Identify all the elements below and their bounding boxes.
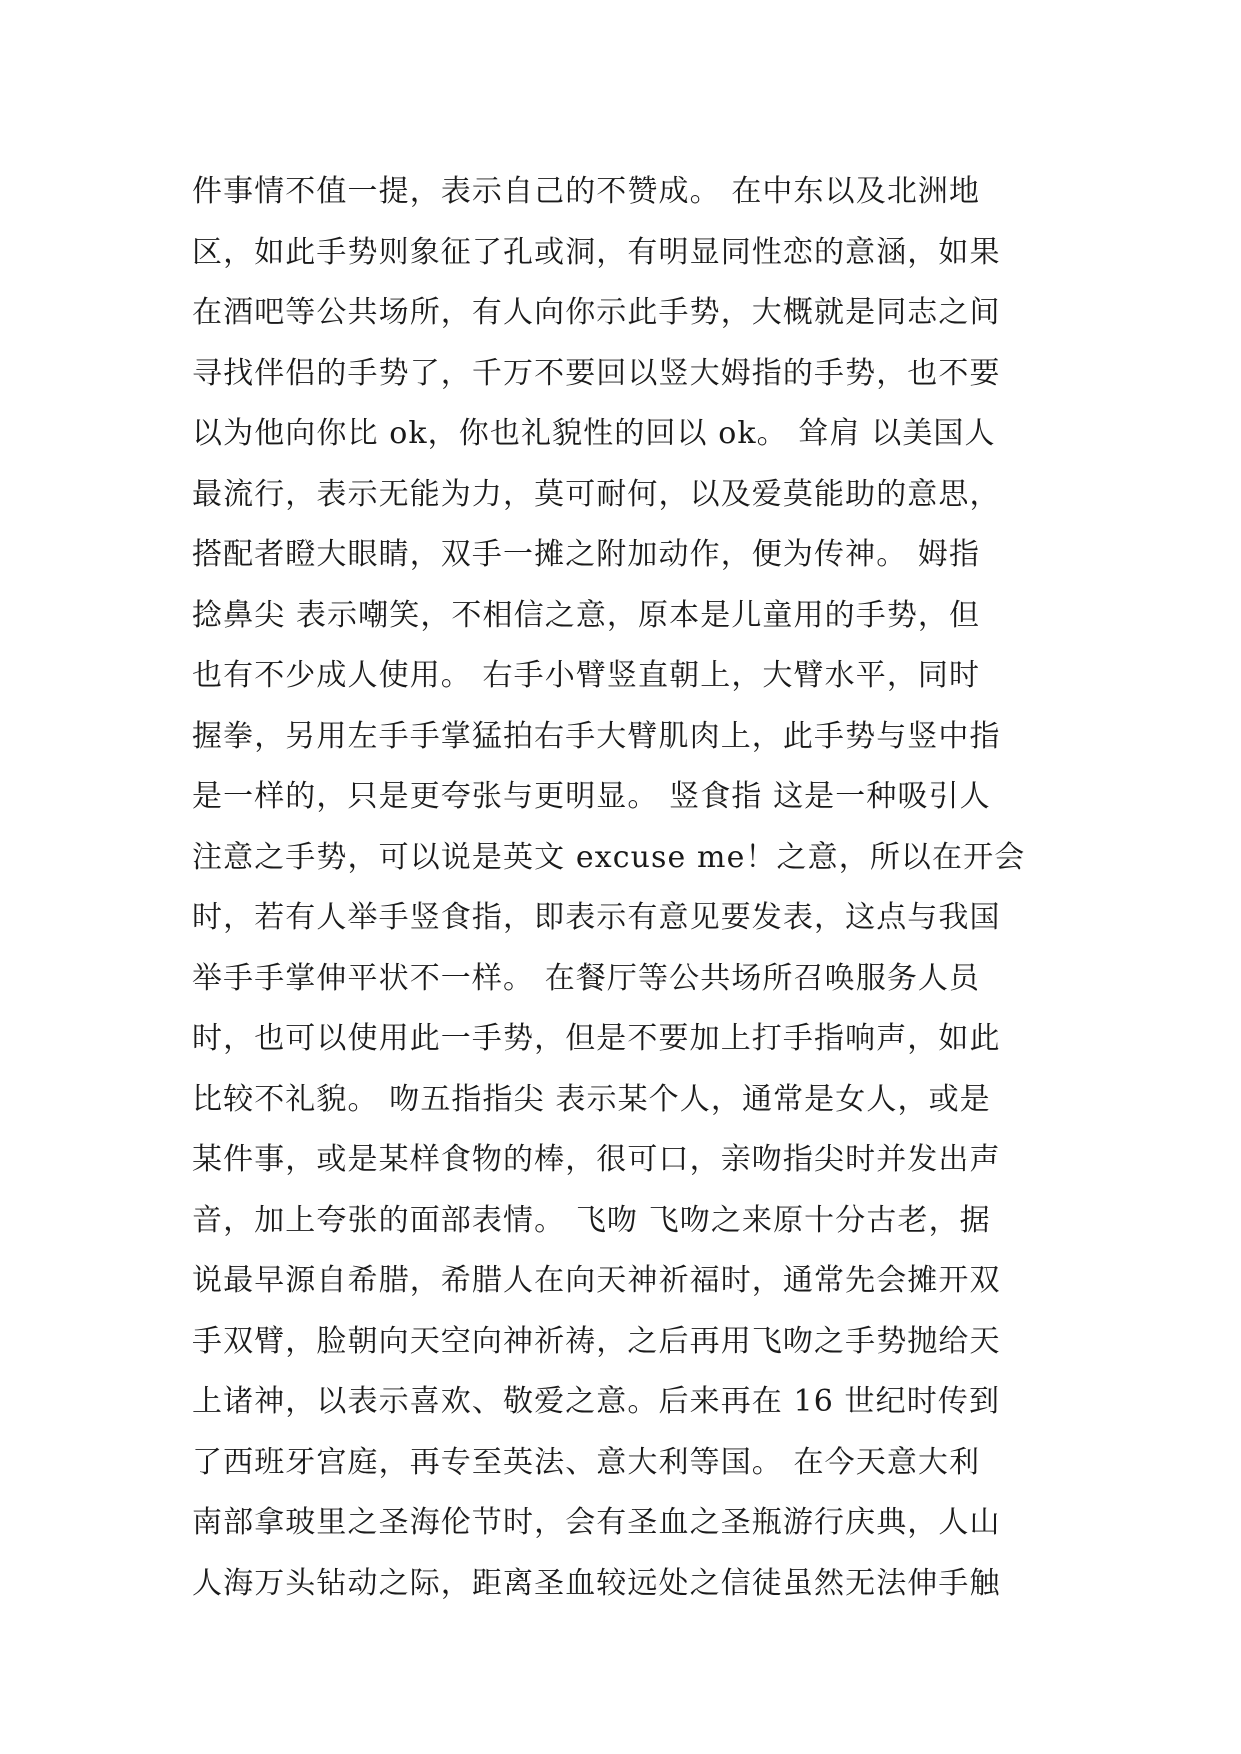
text-line: 在酒吧等公共场所，有人向你示此手势，大概就是同志之间 xyxy=(192,295,1001,330)
text-line: 时，也可以使用此一手势，但是不要加上打手指响声，如此 xyxy=(192,1021,1001,1056)
text-line: 寻找伴侣的手势了，千万不要回以竖大姆指的手势，也不要 xyxy=(192,355,1001,391)
text-line: 也有不少成人使用。 右手小臂竖直朝上，大臂水平，同时 xyxy=(192,658,981,693)
text-line: 举手手掌伸平状不一样。 在餐厅等公共场所召唤服务人员 xyxy=(192,960,981,996)
text-line: 件事情不值一提，表示自己的不赞成。 在中东以及北洲地 xyxy=(192,174,981,209)
text-line: 捻鼻尖 表示嘲笑，不相信之意，原本是儿童用的手势，但 xyxy=(192,597,981,633)
text-line: 某件事，或是某样食物的棒，很可口，亲吻指尖时并发出声 xyxy=(192,1142,1001,1177)
text-line: 音，加上夸张的面部表情。 飞吻 飞吻之来原十分古老，据 xyxy=(192,1202,991,1238)
text-line: 注意之手势，可以说是英文 excuse me！之意，所以在开会 xyxy=(192,839,1026,875)
text-line: 了西班牙宫庭，再专至英法、意大利等国。 在今天意大利 xyxy=(192,1444,981,1480)
text-line: 握拳，另用左手手掌猛拍右手大臂肌肉上，此手势与竖中指 xyxy=(192,718,1001,754)
text-line: 手双臂，脸朝向天空向神祈祷，之后再用飞吻之手势抛给天 xyxy=(192,1323,1001,1359)
text-line: 南部拿玻里之圣海伦节时，会有圣血之圣瓶游行庆典，人山 xyxy=(192,1505,1001,1540)
body-text xyxy=(192,162,1052,1614)
text-line: 上诸神，以表示喜欢、敬爱之意。后来再在 16 世纪时传到 xyxy=(192,1384,1001,1419)
text-line: 比较不礼貌。 吻五指指尖 表示某个人，通常是女人，或是 xyxy=(192,1081,991,1117)
text-line: 以为他向你比 ok，你也礼貌性的回以 ok。 耸肩 以美国人 xyxy=(192,416,996,451)
text-line: 时，若有人举手竖食指，即表示有意见要发表，这点与我国 xyxy=(192,900,1001,935)
text-line: 说最早源自希腊，希腊人在向天神祈福时，通常先会摊开双 xyxy=(192,1263,1001,1298)
text-line: 区，如此手势则象征了孔或洞，有明显同性恋的意涵，如果 xyxy=(192,234,1001,270)
text-line: 搭配者瞪大眼睛，双手一摊之附加动作，便为传神。 姆指 xyxy=(192,537,981,572)
text-line: 最流行，表示无能为力，莫可耐何，以及爱莫能助的意思， xyxy=(192,476,1001,512)
text-line: 人海万头钻动之际，距离圣血较远处之信徒虽然无法伸手触 xyxy=(192,1565,1001,1601)
text-line: 是一样的，只是更夸张与更明显。 竖食指 这是一种吸引人 xyxy=(192,779,991,814)
